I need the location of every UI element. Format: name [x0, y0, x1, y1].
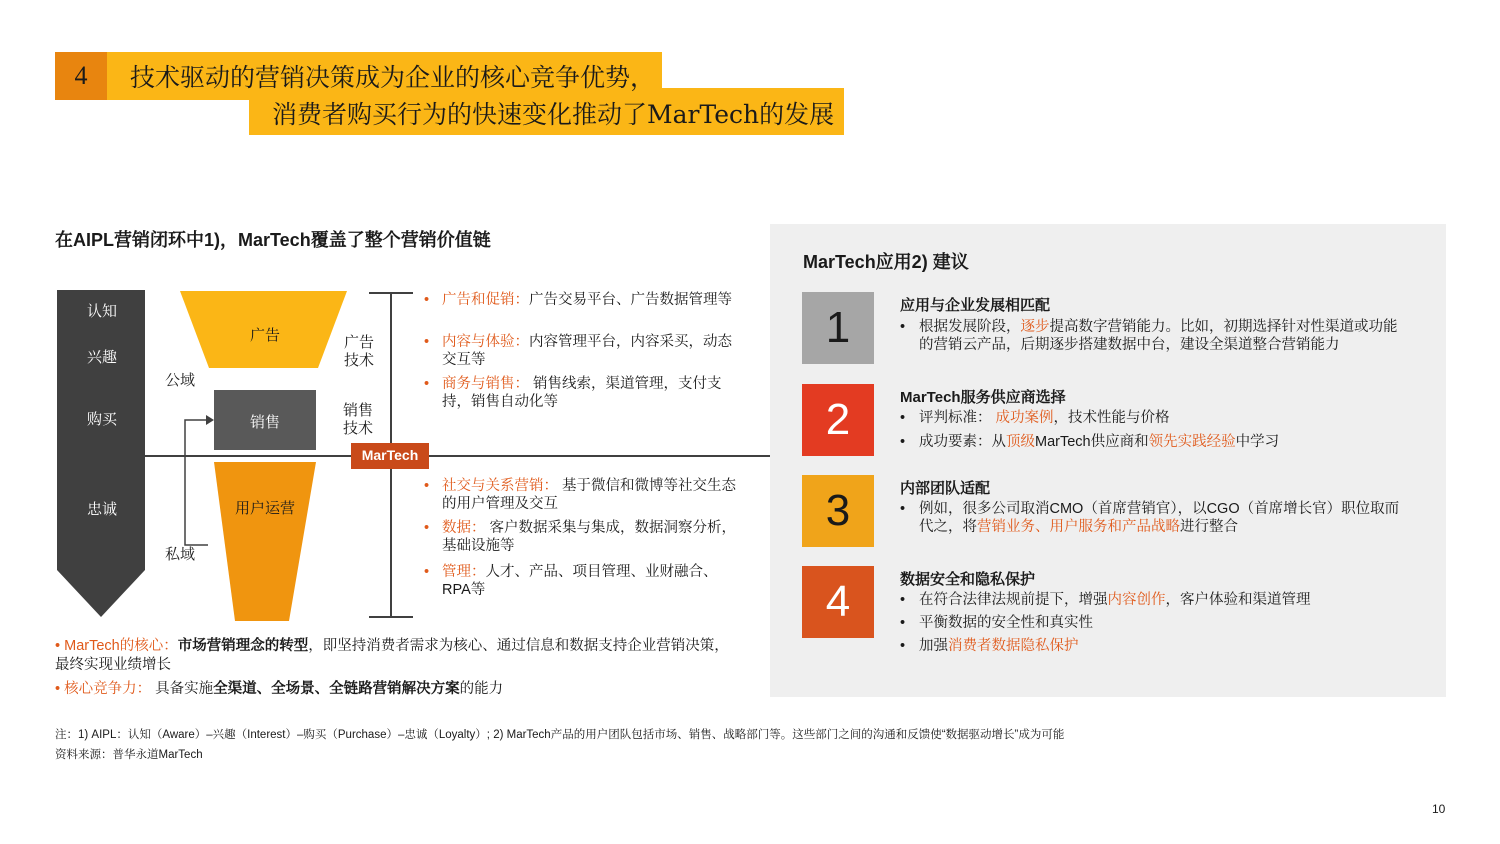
bullet-management: • 管理：人才、产品、项目管理、业财融合、RPA等 [424, 564, 718, 598]
bullet-text: 基于微信和微博等社交生态的用户管理及交互 [442, 478, 737, 512]
private-domain-label: 私域 [165, 546, 196, 563]
core-statement: • MarTech的核心：市场营销理念的转型，即坚持消费者需求为核心、通过信息和数据支持企业营销决策，最终实现业绩增长 [55, 638, 729, 673]
bullet-key: 社交与关系营销： [442, 478, 558, 494]
rec-title-2: MarTech服务供应商选择 [900, 389, 1066, 406]
sales-tech-label-1: 销售 [343, 402, 374, 419]
comp-key: 核心竞争力： [64, 681, 152, 697]
rec-title-3: 内部团队适配 [900, 480, 991, 497]
competitiveness-statement: • 核心竞争力： 具备实施全渠道、全场景、全链路营销解决方案的能力 [55, 681, 504, 697]
public-domain-label: 公域 [165, 372, 196, 389]
bullet-key: 广告和促销： [442, 292, 529, 308]
bullet-text: 广告交易平台、广告数据管理等 [529, 292, 732, 308]
comp-text-b: 的能力 [459, 681, 504, 697]
title-line-1: 技术驱动的营销决策成为企业的核心竞争优势， [130, 63, 656, 92]
ad-tech-label-1: 广告 [344, 334, 375, 351]
bullet-text: 人才、产品、项目管理、业财融合、RPA等 [442, 564, 718, 598]
rec-title-1: 应用与企业发展相匹配 [900, 297, 1051, 314]
bullet-key: 管理： [442, 564, 486, 580]
ops-funnel-shape [214, 462, 316, 621]
block-ops-label: 用户运营 [234, 500, 295, 517]
stage-interest: 兴趣 [86, 349, 117, 366]
bullet-social: • 社交与关系营销： 基于微信和微博等社交生态的用户管理及交互 [424, 478, 737, 512]
bullet-key: 内容与体验： [442, 334, 529, 350]
rec-title-4: 数据安全和隐私保护 [900, 571, 1036, 588]
bullet-text: 客户数据采集与集成，数据洞察分析，基础设施等 [442, 520, 737, 554]
bullet-data: • 数据： 客户数据采集与集成，数据洞察分析，基础设施等 [424, 520, 737, 554]
page-number: 10 [1432, 802, 1446, 816]
martech-label: MarTech [361, 447, 419, 463]
stage-loyalty: 忠诚 [86, 501, 117, 518]
rec-bullet-4-1: • 在符合法律法规前提下，增强内容创作，客户体验和渠道管理 [900, 592, 1311, 608]
rec-bullet-4-3: • 加强消费者数据隐私保护 [900, 638, 1079, 654]
left-heading: 在AIPL营销闭环中1)，MarTech覆盖了整个营销价值链 [55, 230, 491, 250]
bullet-content-exp: • 内容与体验：内容管理平台，内容采买，动态交互等 [424, 334, 732, 368]
source-note: 资料来源：普华永道MarTech [55, 749, 203, 761]
stage-purchase: 购买 [86, 411, 117, 428]
private-arrow-line [185, 420, 210, 545]
bullet-text: 内容管理平台，内容采买，动态交互等 [442, 334, 732, 368]
rec-number-4: 4 [802, 566, 874, 638]
bullet-ad-promo: • 广告和促销：广告交易平台、广告数据管理等 [424, 292, 732, 308]
ad-tech-label-2: 技术 [344, 352, 375, 369]
comp-bold: 全渠道、全场景、全链路营销解决方案 [213, 681, 460, 697]
title-line-2: 消费者购买行为的快速变化推动了MarTech的发展 [272, 100, 835, 129]
bullet-key: 商务与销售： [442, 376, 529, 392]
comp-text-a: 具备实施 [151, 681, 214, 697]
bullet-key: 数据： [442, 520, 486, 536]
block-ad-label: 广告 [249, 327, 280, 344]
private-arrow-head [206, 415, 214, 425]
rec-bullet-1-1: • 根据发展阶段，逐步提高数字营销能力。比如，初期选择针对性渠道或功能的营销云产品，后期逐步搭建数据中台，建设全渠道整合营销能力 [900, 319, 1398, 353]
rec-number-2: 2 [802, 384, 874, 456]
rec-bullet-2-2: • 成功要素：从顶级MarTech供应商和领先实践经验中学习 [900, 434, 1280, 450]
stage-aware: 认知 [86, 303, 117, 320]
bullet-commerce-sales: • 商务与销售： 销售线索，渠道管理，支付支持，销售自动化等 [424, 376, 722, 410]
title-number: 4 [55, 52, 107, 100]
rec-bullet-2-1: • 评判标准： 成功案例，技术性能与价格 [900, 410, 1170, 426]
panel-title: MarTech应用2) 建议 [803, 252, 969, 272]
bullet-text: 销售线索，渠道管理，支付支持，销售自动化等 [442, 376, 722, 410]
core-bold: 市场营销理念的转型 [177, 638, 309, 654]
sales-tech-label-2: 技术 [343, 420, 374, 437]
rec-number-3: 3 [802, 475, 874, 547]
core-text: ，即坚持消费者需求为核心、通过信息和数据支持企业营销决策，最终实现业绩增长 [55, 638, 729, 673]
rec-number-1: 1 [802, 292, 874, 364]
aipl-arrow-shape [57, 290, 145, 617]
block-sales-label: 销售 [249, 414, 280, 431]
footnote: 注：1) AIPL：认知（Aware）–兴趣（Interest）–购买（Purchase）–忠诚（Loyalty）; 2) MarTech产品的用户团队包括市场、销售、战略部门等。这些部门之间的沟通和反馈使“数据驱动增长”成为可能 [55, 729, 1065, 741]
rec-bullet-4-2: • 平衡数据的安全性和真实性 [900, 615, 1093, 631]
rec-bullet-3-1: • 例如，很多公司取消CMO（首席营销官），以CGO（首席增长官）职位取而代之，将营销业务、用户服务和产品战略进行整合 [900, 501, 1400, 535]
core-key: MarTech的核心： [64, 638, 178, 654]
